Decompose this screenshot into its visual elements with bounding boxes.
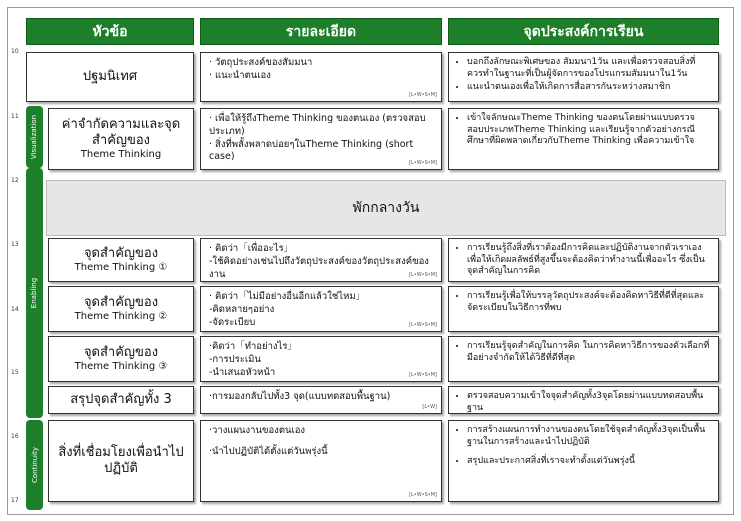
topic-cell [48,420,194,502]
purpose-cell [448,286,719,332]
row-number: 16 [11,433,19,440]
format-tag: [L•W•S•M] [409,160,437,167]
header-topic: หัวข้อ [26,18,194,45]
detail-cell [200,286,442,332]
detail-cell [200,108,442,170]
detail-cell [200,52,442,102]
purpose-item: • เข้าใจลักษณะTheme Thinking ของตนโดยผ่านแบบตรวจสอบประเภทTheme Thinking และเรียนรู้จากตัวอย่างกรณีศึกษาที่ผิดพลาดเกี่ยวกับTheme Thinking เพื่อความเข้าใจ [467,113,710,148]
topic-subtitle: Theme Thinking [80,149,162,160]
detail-line: ·วางแผนงานของตนเอง [209,425,306,436]
detail-line: · เพื่อให้รู้ถึงTheme Thinking ของตนเอง (ตรวจสอบประเภท) [209,113,426,137]
header-purpose: จุดประสงค์การเรียน [448,18,719,45]
format-tag: [L•W•S•M] [409,372,437,379]
detail-line: ·นำไปปฏิบัติได้ตั้งแต่วันพรุ่งนี้ [209,445,328,457]
purpose-cell [448,420,719,502]
detail-line: ·คิดว่า「ทำอย่างไร」 [209,341,297,352]
topic-cell [48,386,194,414]
topic-cell [48,336,194,382]
detail-line: -จัดระเบียบ [209,316,256,328]
purpose-item: • การสร้างแผนการทำงานของตนโดยใช้จุดสำคัญทั้ง3จุดเป็นพื้นฐานในการสร้างและนำไปปฏิบัติ [467,425,710,448]
row-number: 15 [11,369,19,376]
detail-line: · แนะนำตนเอง [209,69,271,81]
topic-cell [26,52,194,102]
topic-subtitle: Theme Thinking ① [74,261,168,273]
topic-cell [48,286,194,332]
lunch-break-banner: พักกลางวัน [46,180,726,236]
detail-line: · สิ่งที่พลั้งพลาดบ่อยๆในTheme Thinking (short case) [209,138,414,163]
purpose-cell [448,386,719,414]
detail-line: · คิดว่า「ไม่มีอย่างอื่นอีกแล้วใช่ไหม」 [209,291,366,302]
topic-title: จุดสำคัญของ [83,245,159,261]
detail-cell [200,336,442,382]
topic-cell [48,238,194,282]
detail-line: ·การมองกลับไปทั้ง3 จุด(แบบทดสอบพื้นฐาน) [209,391,391,402]
phase-label-enabling: Enabling [26,168,43,418]
header-detail: รายละเอียด [200,18,442,45]
format-tag: [L•W•S•M] [409,492,437,499]
phase-label-visualization: Visualization [26,106,43,168]
detail-line: · คิดว่า「เพื่ออะไร」 [209,243,294,254]
purpose-item: • การเรียนรู้เพื่อให้บรรลุวัตถุประสงค์จะต้องคิดหาวิธีที่ดีที่สุดและจัดระเบียบในวิธีการที่พบ [467,291,710,314]
row-number: 11 [11,113,19,120]
purpose-item: • แนะนำตนเองเพื่อให้เกิดการสื่อสารกันระหว่างสมาชิก [467,82,710,94]
purpose-cell [448,238,719,282]
topic-title: จุดสำคัญของ [83,344,159,360]
row-number: 10 [11,48,19,55]
phase-label-continuity: Continuity [26,420,43,510]
detail-cell [200,386,442,414]
purpose-cell [448,52,719,102]
topic-title: สรุปจุดสำคัญทั้ง 3 [70,391,172,407]
detail-line: -ใช้คิดอย่างเช่นไปถึงวัตถุประสงค์ของวัตถุประสงค์ของงาน [209,255,429,280]
topic-title: สิ่งที่เชื่อมโยงเพื่อนำไปปฏิบัติ [58,444,184,476]
topic-subtitle: Theme Thinking ③ [74,360,168,372]
row-number: 12 [11,177,19,184]
purpose-item: • การเรียนรู้จุดสำคัญในการคิด ในการคิดหาวิธีการของตัวเลือกที่มีอย่างจำกัดให้ได้วิธีที่ดีที่สุด [467,341,710,364]
purpose-item: • สรุปและประกาศสิ่งที่เราจะทำตั้งแต่วันพรุ่งนี้ [467,456,710,468]
purpose-cell [448,336,719,382]
row-number: 14 [11,306,19,313]
topic-cell [48,108,194,170]
detail-cell [200,238,442,282]
topic-title: ปฐมนิเทศ [82,68,138,84]
row-number: 13 [11,241,19,248]
format-tag: [L•W•S•M] [409,322,437,329]
detail-line: · วัตถุประสงค์ของสัมมนา [209,57,313,68]
detail-line: -นำเสนอหัวหน้า [209,366,276,378]
detail-line: -การประเมิน [209,353,261,365]
format-tag: [L•W] [422,404,437,411]
detail-cell [200,420,442,502]
purpose-item: • ตรวจสอบความเข้าใจจุดสำคัญทั้ง3จุดโดยผ่านแบบทดสอบพื้นฐาน [467,391,710,414]
topic-title: ค่าจำกัดความและจุดสำคัญของ [61,116,181,148]
purpose-item: • บอกถึงลักษณะพิเศษของ สัมมนา1วัน และเพื่อตรวจสอบสิ่งที่ควรทำในฐานะที่เป็นผู้จัดการของโปรแกรมสัมมนาใน1วัน [467,57,710,80]
purpose-item: • การเรียนรู้ถึงสิ่งที่เราต้องมีการคิดและปฏิบัติงานจากตัวเราเอง เพื่อให้เกิดผลลัพธ์ที่สูงขึ้นจะต้องคิดว่าทำงานนี้เพื่ออะไร ซึ่งเป็นจุดสำคัญในการคิด [467,243,710,278]
purpose-cell [448,108,719,170]
row-number: 17 [11,497,19,504]
format-tag: [L•W•S•M] [409,92,437,99]
topic-title: จุดสำคัญของ [83,294,159,310]
detail-line: -คิดหลายๆอย่าง [209,303,275,315]
format-tag: [L•W•S•M] [409,272,437,279]
topic-subtitle: Theme Thinking ② [74,310,168,322]
